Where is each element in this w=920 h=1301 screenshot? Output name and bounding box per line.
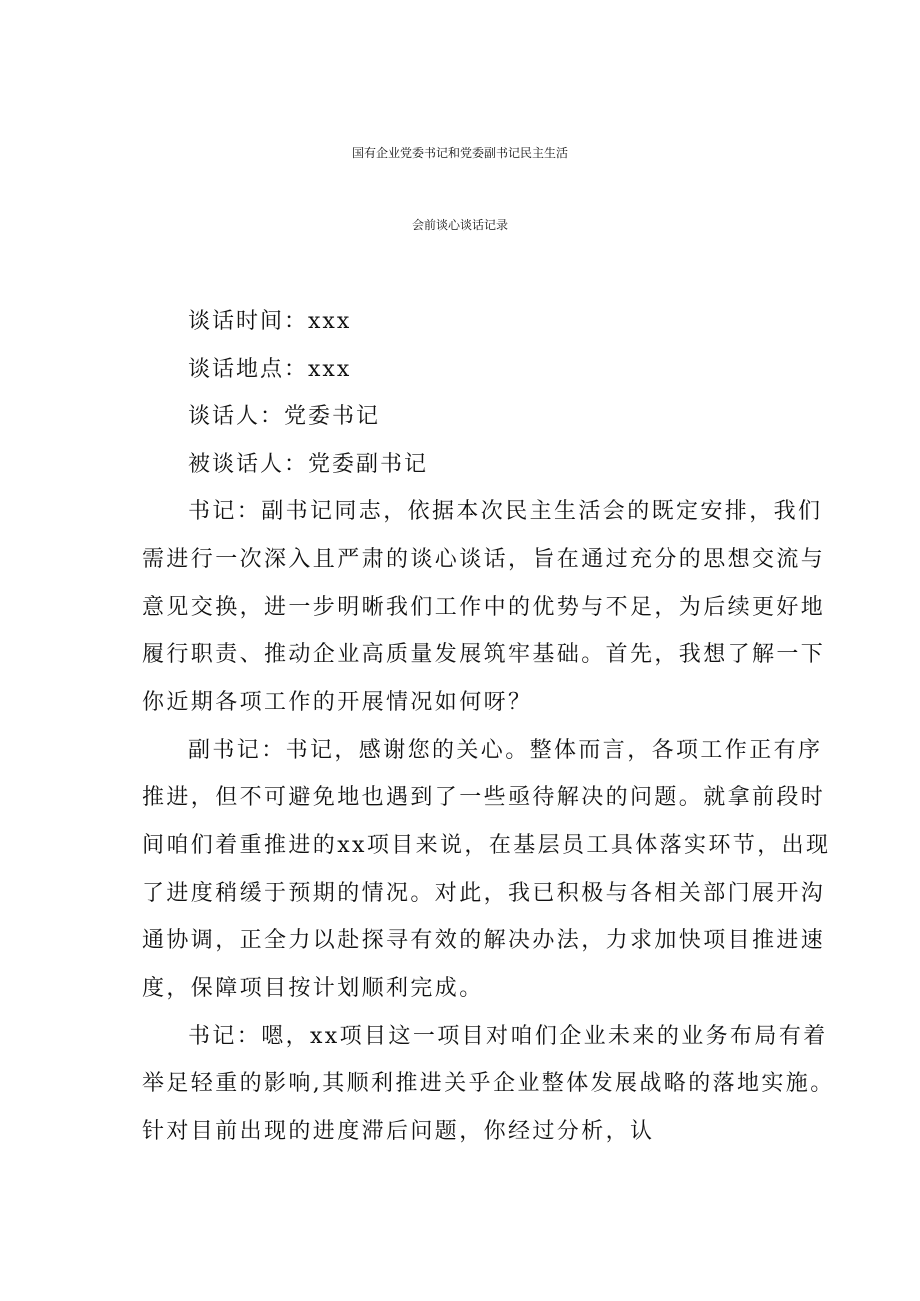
meta-speaker: 谈话人：党委书记 bbox=[188, 404, 381, 429]
body-line: 意见交换，进一步明晰我们工作中的优势与不足，为后续更好地 bbox=[142, 595, 826, 620]
body-line: 间咱们着重推进的xx项目来说，在基层员工具体落实环节，出现 bbox=[142, 833, 831, 858]
meta-interviewee: 被谈话人：党委副书记 bbox=[188, 452, 429, 477]
meta-talk-location: 谈话地点：xxx bbox=[188, 357, 352, 382]
body-line: 通协调，正全力以赴探寻有效的解决办法，力求加快项目推进速 bbox=[142, 928, 826, 953]
body-line: 副书记：书记，感谢您的关心。整体而言，各项工作正有序 bbox=[188, 738, 823, 763]
meta-talk-time: 谈话时间：xxx bbox=[188, 309, 352, 334]
body-line: 推进，但不可避免地也遇到了一些亟待解决的问题。就拿前段时 bbox=[142, 785, 826, 810]
body-line: 履行职责、推动企业高质量发展筑牢基础。首先，我想了解一下 bbox=[142, 642, 826, 667]
document-title-line-2: 会前谈心谈话记录 bbox=[411, 218, 508, 232]
body-line: 需进行一次深入且严肃的谈心谈话，旨在通过充分的思想交流与 bbox=[142, 547, 826, 572]
document-title-line-1: 国有企业党委书记和党委副书记民主生活 bbox=[351, 146, 568, 160]
body-line: 了进度稍缓于预期的情况。对此，我已积极与各相关部门展开沟 bbox=[142, 881, 826, 906]
body-line: 针对目前出现的进度滞后问题，你经过分析，认 bbox=[142, 1119, 655, 1144]
body-line: 度，保障项目按计划顺利完成。 bbox=[142, 976, 484, 1001]
body-line: 书记：副书记同志，依据本次民主生活会的既定安排，我们 bbox=[188, 499, 823, 524]
body-line: 你近期各项工作的开展情况如何呀？ bbox=[142, 690, 533, 715]
body-line: 举足轻重的影响,其顺利推进关乎企业整体发展战略的落地实施。 bbox=[142, 1071, 835, 1096]
body-line: 书记：嗯，xx项目这一项目对咱们企业未来的业务布局有着 bbox=[188, 1024, 828, 1049]
